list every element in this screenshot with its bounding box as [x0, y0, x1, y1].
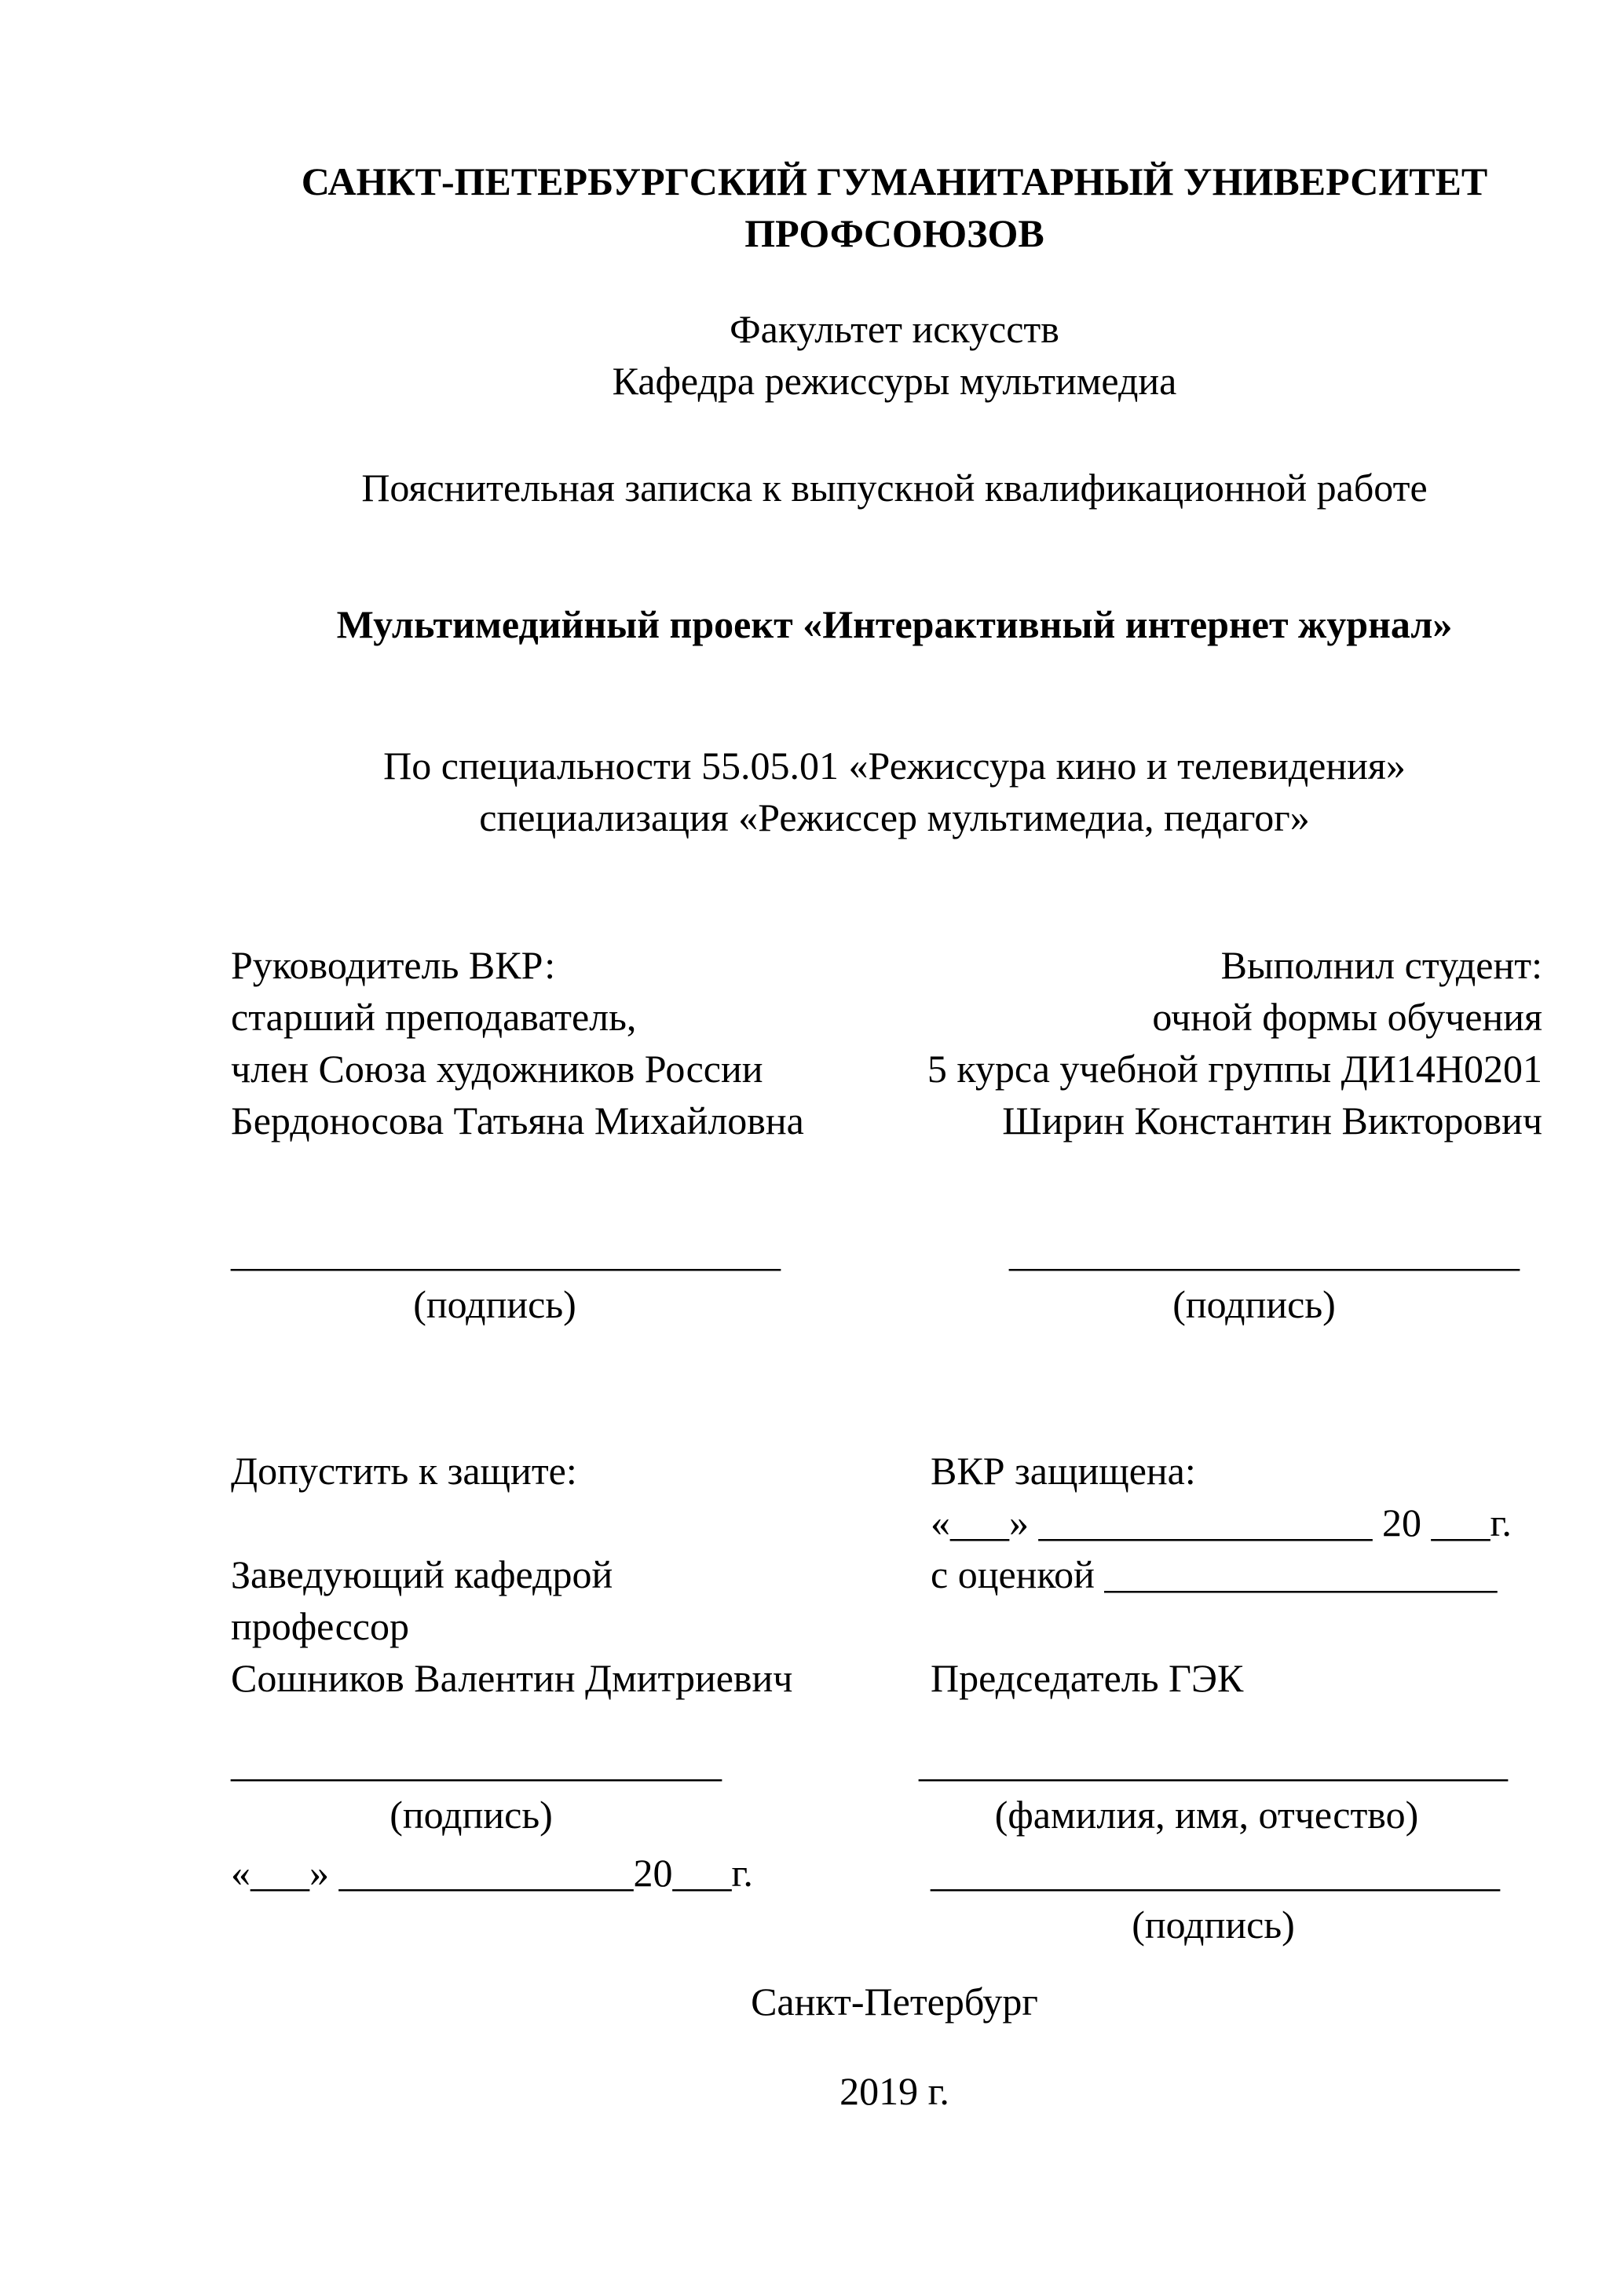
chairman-signature-block	[931, 1847, 1500, 1951]
faculty-block	[231, 303, 1558, 407]
admission-block	[231, 1445, 843, 1704]
university-name	[231, 155, 1558, 259]
defense-spacer	[931, 1600, 1559, 1652]
chairman-name-caption: (фамилия, имя, отчество)	[994, 1793, 1419, 1837]
advisor-signature-block	[231, 1227, 781, 1330]
faculty-name: Факультет искусств	[730, 307, 1059, 351]
specialty-line: По специальности 55.05.01 «Режиссура кино и телевидения»	[383, 744, 1406, 788]
university-name-line1: САНКТ-ПЕТЕРБУРГСКИЙ ГУМАНИТАРНЫЙ УНИВЕРСИТЕТ	[301, 159, 1488, 203]
student-signature-caption: (подпись)	[1172, 1282, 1336, 1326]
admission-position: Заведующий кафедрой	[231, 1552, 613, 1596]
student-signature-block	[1009, 1227, 1520, 1330]
student-signature-line: __________________________	[1009, 1230, 1520, 1274]
specialty-block	[231, 740, 1558, 843]
advisor-position: старший преподаватель,	[231, 995, 637, 1039]
advisor-label: Руководитель ВКР:	[231, 943, 556, 987]
chairman-signature-caption: (подпись)	[1132, 1903, 1295, 1947]
student-name: Ширин Константин Викторович	[1002, 1099, 1542, 1143]
advisor-signature-caption: (подпись)	[413, 1282, 576, 1326]
year-label: 2019 г.	[839, 2069, 949, 2113]
student-study-form: очной формы обучения	[1152, 995, 1542, 1039]
student-group: 5 курса учебной группы ДИ14Н0201	[927, 1047, 1542, 1091]
head-signature-line: _________________________	[231, 1741, 722, 1785]
student-block	[836, 939, 1542, 1146]
advisor-name: Бердоносова Татьяна Михайловна	[231, 1099, 804, 1143]
advisor-membership: член Союза художников России	[231, 1047, 763, 1091]
defense-block	[931, 1445, 1559, 1704]
head-signature-caption: (подпись)	[390, 1793, 553, 1837]
student-label: Выполнил студент:	[1220, 943, 1542, 987]
department-head-name: Сошников Валентин Дмитриевич	[231, 1656, 793, 1700]
chairman-label: Председатель ГЭК	[931, 1656, 1244, 1700]
defense-grade-line: с оценкой ____________________	[931, 1552, 1498, 1596]
chairman-name-block	[919, 1737, 1508, 1841]
advisor-signature-line: ____________________________	[231, 1230, 781, 1274]
specialization-line: специализация «Режиссер мультимедиа, педагог»	[479, 795, 1310, 839]
advisor-block	[231, 939, 843, 1146]
document-type: Пояснительная записка к выпускной квалификационной работе	[361, 466, 1428, 510]
admission-rank: профессор	[231, 1604, 409, 1648]
department-name: Кафедра режиссуры мультимедиа	[612, 359, 1177, 403]
defense-date-line: «___» _________________ 20 ___г.	[931, 1501, 1512, 1545]
admission-date-line: «___» _______________20___г.	[231, 1851, 753, 1895]
admission-spacer	[231, 1497, 843, 1548]
defense-label: ВКР защищена:	[931, 1449, 1196, 1493]
chairman-name-line: ______________________________	[919, 1741, 1508, 1785]
head-signature-block	[231, 1737, 722, 1841]
city-label: Санкт-Петербург	[751, 1980, 1038, 2024]
chairman-signature-line: _____________________________	[931, 1851, 1500, 1895]
university-name-line2: ПРОФСОЮЗОВ	[744, 211, 1044, 255]
admission-label: Допустить к защите:	[231, 1449, 577, 1493]
work-title: Мультимедийный проект «Интерактивный интернет журнал»	[336, 602, 1453, 646]
